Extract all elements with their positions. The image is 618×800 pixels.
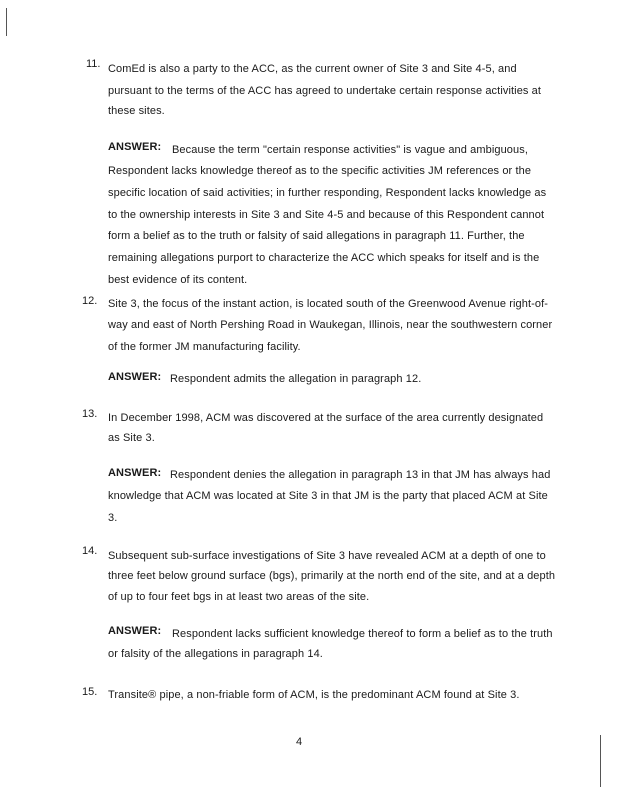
answer-text-line: remaining allegations purport to characterize the ACC which speaks for itself and is the xyxy=(108,252,540,264)
paragraph-number: 13. xyxy=(82,408,98,420)
paragraph-text-line: three feet below ground surface (bgs), primarily at the north end of the site, and at a depth xyxy=(108,570,556,582)
answer-text-line: Respondent lacks sufficient knowledge thereof to form a belief as to the truth xyxy=(172,628,553,640)
paragraph-number: 14. xyxy=(82,545,98,557)
paragraph-text-line: Transite® pipe, a non-friable form of ACM, is the predominant ACM found at Site 3. xyxy=(108,689,520,701)
paragraph-number: 11. xyxy=(86,58,101,70)
paragraph-text-line: as Site 3. xyxy=(108,432,155,444)
answer-text-line: 3. xyxy=(108,512,118,524)
paragraph-number: 12. xyxy=(82,295,98,307)
answer-text-line: or falsity of the allegations in paragraph 14. xyxy=(108,648,323,660)
answer-label: ANSWER: xyxy=(108,141,162,153)
answer-label: ANSWER: xyxy=(108,625,162,637)
answer-text-line: Because the term "certain response activities" is vague and ambiguous, xyxy=(172,144,528,156)
answer-text-line: best evidence of its content. xyxy=(108,274,248,286)
page-number: 4 xyxy=(296,736,303,748)
paragraph-number: 15. xyxy=(82,686,98,698)
answer-text-line: specific location of said activities; in further responding, Respondent lacks knowledge as xyxy=(108,187,547,199)
answer-text-line: Respondent admits the allegation in paragraph 12. xyxy=(170,373,422,385)
answer-text-line: Respondent lacks knowledge thereof as to the specific activities JM references or the xyxy=(108,165,532,177)
paragraph-text-line: of the former JM manufacturing facility. xyxy=(108,341,301,353)
answer-text-line: form a belief as to the truth or falsity of said allegations in paragraph 11. Further, the xyxy=(108,230,525,242)
paragraph-text-line: these sites. xyxy=(108,105,165,117)
paragraph-text-line: of up to four feet bgs in at least two areas of the site. xyxy=(108,591,370,603)
answer-text-line: knowledge that ACM was located at Site 3 in that JM is the party that placed ACM at Site xyxy=(108,490,548,502)
paragraph-text-line: pursuant to the terms of the ACC has agreed to undertake certain response activities at xyxy=(108,85,542,97)
answer-label: ANSWER: xyxy=(108,467,162,479)
paragraph-text-line: In December 1998, ACM was discovered at the surface of the area currently designated xyxy=(108,412,544,424)
paragraph-text-line: Subsequent sub-surface investigations of Site 3 have revealed ACM at a depth of one to xyxy=(108,550,546,562)
paragraph-text-line: ComEd is also a party to the ACC, as the current owner of Site 3 and Site 4-5, and xyxy=(108,63,517,75)
answer-label: ANSWER: xyxy=(108,371,162,383)
scan-edge-mark xyxy=(600,735,601,787)
paragraph-text-line: way and east of North Pershing Road in Waukegan, Illinois, near the southwestern corner xyxy=(108,319,553,331)
paragraph-text-line: Site 3, the focus of the instant action, is located south of the Greenwood Avenue right-of- xyxy=(108,298,548,310)
answer-text-line: Respondent denies the allegation in paragraph 13 in that JM has always had xyxy=(170,469,551,481)
answer-text-line: to the ownership interests in Site 3 and Site 4-5 and because of this Respondent cannot xyxy=(108,209,545,221)
scan-edge-mark xyxy=(6,8,7,36)
